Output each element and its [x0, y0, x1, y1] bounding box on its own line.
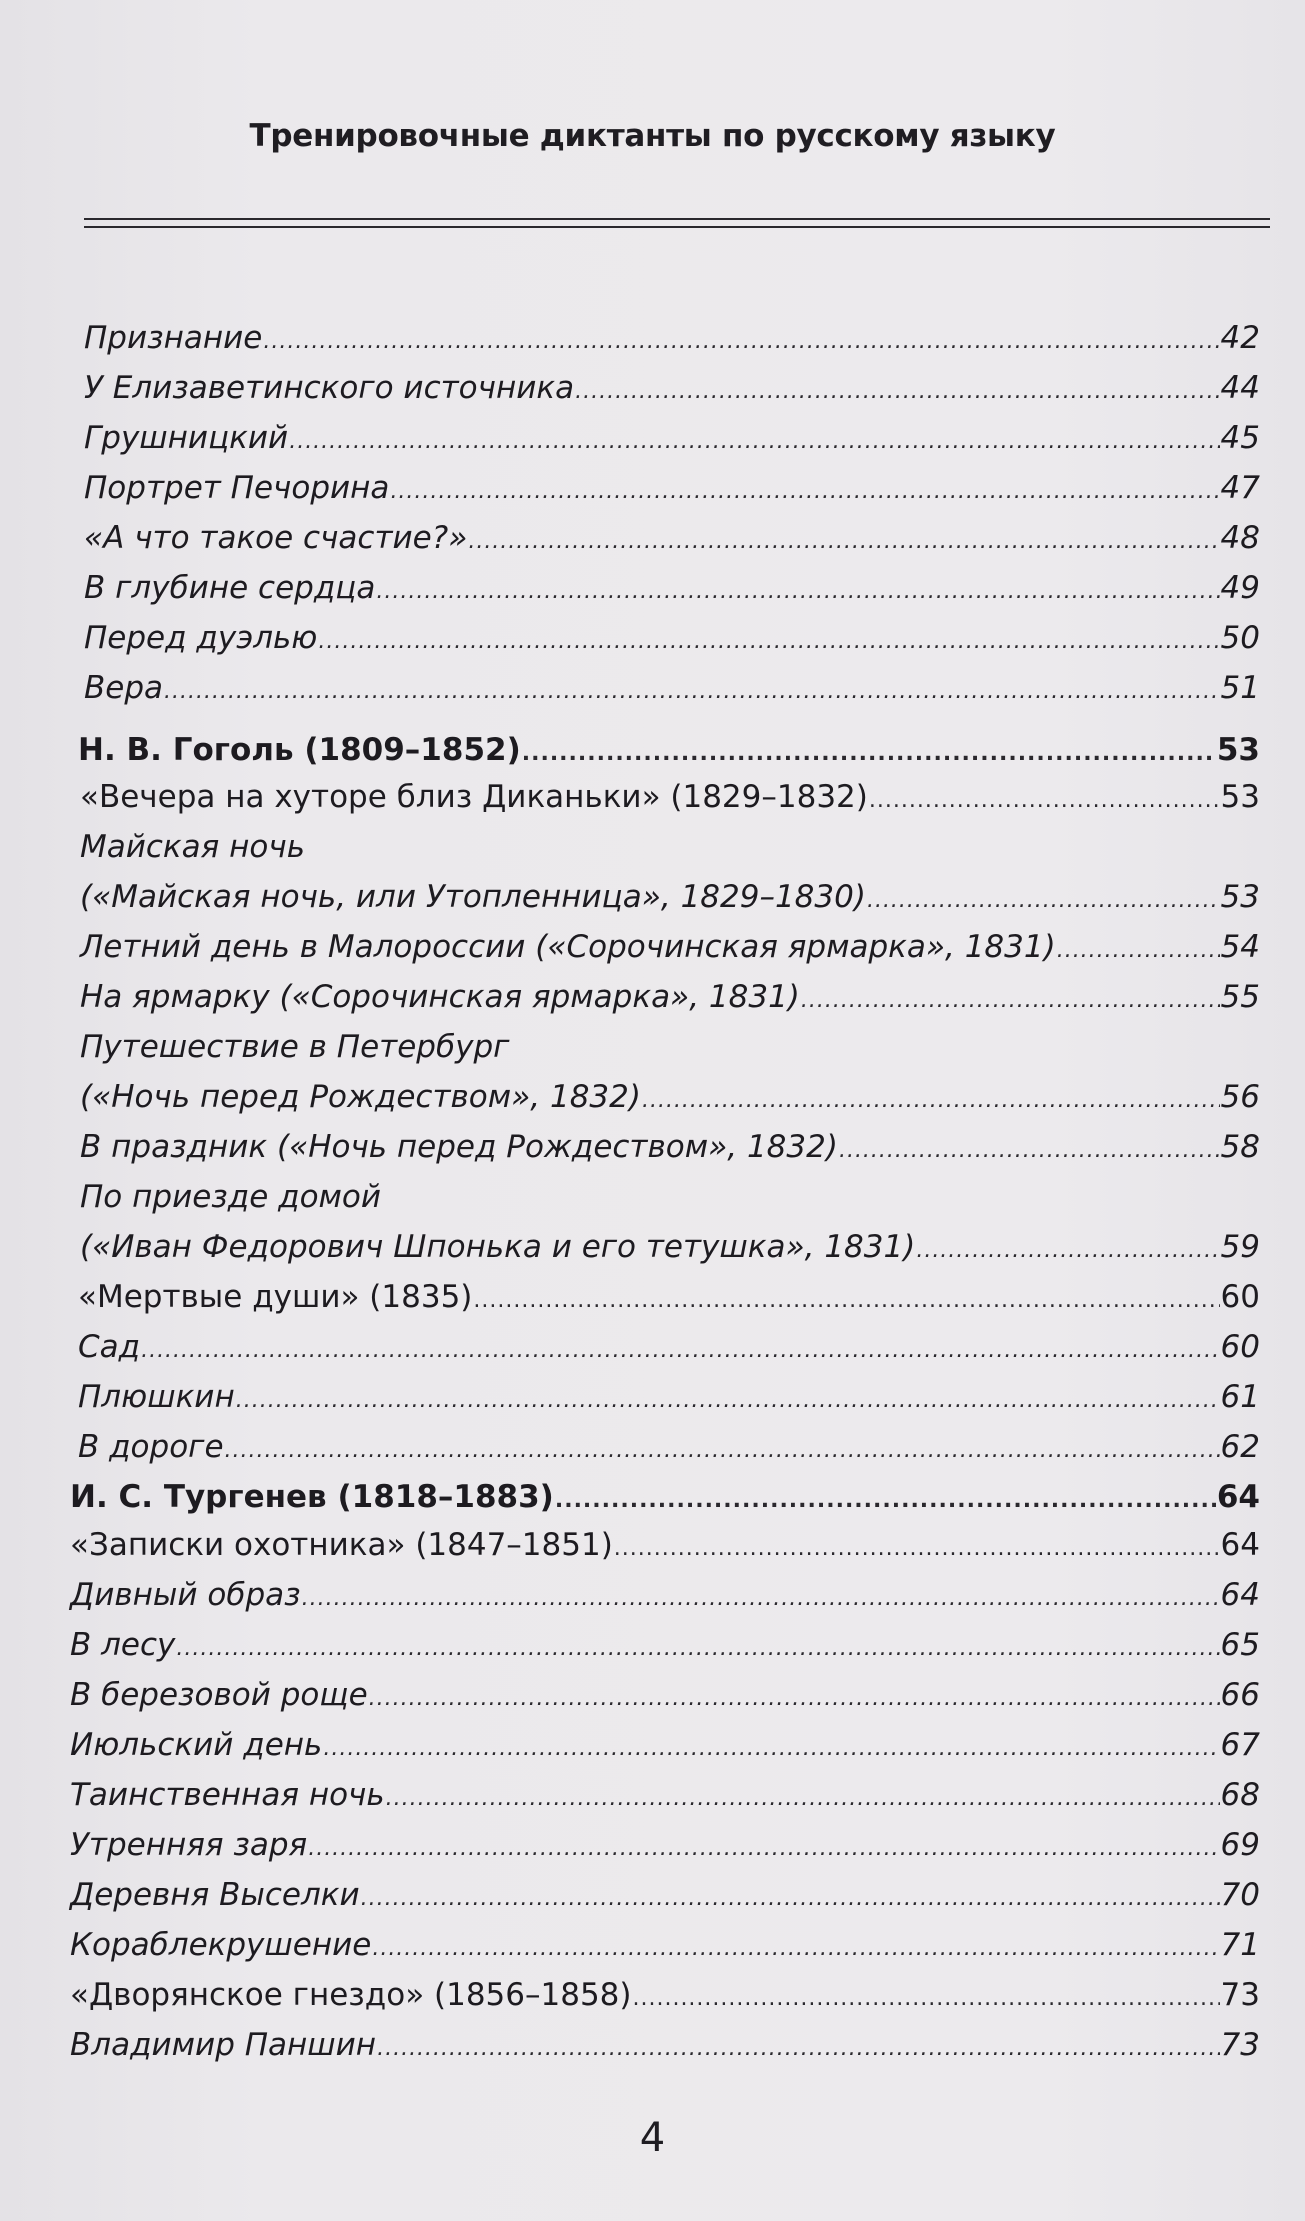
toc-entry-page: 53 [1220, 879, 1260, 915]
toc-entry [70, 1875, 1260, 1919]
toc-entry-title: («Иван Федорович Шпонька и его тетушка», 1831) [80, 1229, 916, 1265]
toc-entry-page: 62 [1220, 1429, 1260, 1465]
toc-entry-title: «А что такое счастие?» [84, 520, 468, 556]
toc-entry [70, 1575, 1260, 1619]
toc-entry-title: В березовой роще [70, 1677, 368, 1713]
toc-entry-title-line: Майская ночь [80, 829, 305, 865]
toc-entry [70, 1925, 1260, 1969]
toc-entry-title: Июльский день [70, 1727, 323, 1763]
toc-leader-dots [642, 1081, 1220, 1121]
toc-leader-dots [289, 422, 1219, 462]
toc-entry [70, 1675, 1260, 1719]
toc-entry [70, 1775, 1260, 1819]
toc-entry [80, 927, 1260, 971]
toc-entry-page: 54 [1220, 929, 1260, 965]
toc-entry [70, 1825, 1260, 1869]
toc-entry-title: «Мертвые души» (1835) [78, 1279, 473, 1315]
toc-entry-title: Перед дуэлью [84, 620, 318, 656]
toc-entry-title: Кораблекрушение [70, 1927, 372, 1963]
toc-entry-page: 65 [1220, 1627, 1260, 1663]
toc-entry-title: («Майская ночь, или Утопленница», 1829–1830) [80, 879, 866, 915]
toc-entry-page: 73 [1220, 2027, 1260, 2063]
toc-entry-page: 66 [1220, 1677, 1260, 1713]
toc-leader-dots [916, 1231, 1219, 1271]
toc-leader-dots [869, 781, 1220, 821]
toc-entry-title: Утренняя заря [70, 1827, 308, 1863]
toc-entry-page: 64 [1220, 1527, 1260, 1563]
toc-entry [84, 568, 1260, 612]
toc-entry [80, 877, 1260, 921]
toc-work-entry [80, 777, 1260, 821]
toc-author-heading [70, 1477, 1260, 1521]
toc-entry-title: Деревня Выселки [70, 1877, 360, 1913]
toc-leader-dots [555, 1481, 1216, 1521]
toc-entry-page: 42 [1220, 320, 1260, 356]
toc-entry-page: 58 [1220, 1129, 1260, 1165]
toc-entry-title: Вера [84, 670, 164, 706]
toc-entry-title: Сад [78, 1329, 141, 1365]
toc-leader-dots [369, 1679, 1220, 1719]
toc-leader-dots [839, 1131, 1220, 1171]
toc-leader-dots [164, 672, 1220, 712]
toc-leader-dots [801, 981, 1220, 1021]
toc-entry-page: 45 [1220, 420, 1260, 456]
toc-entry-page: 53 [1216, 732, 1260, 768]
toc-entry-page: 49 [1220, 570, 1260, 606]
toc-entry-title: Владимир Паншин [70, 2027, 377, 2063]
toc-entry-page: 47 [1220, 470, 1260, 506]
toc-entry-title: Грушницкий [84, 420, 289, 456]
toc-entry-page: 70 [1220, 1877, 1260, 1913]
toc-leader-dots [377, 2029, 1219, 2069]
toc-entry [80, 1077, 1260, 1121]
toc-leader-dots [236, 1381, 1220, 1421]
toc-leader-dots [632, 1979, 1219, 2019]
toc-entry-page: 67 [1220, 1727, 1260, 1763]
toc-entry-title: У Елизаветинского источника [84, 370, 575, 406]
toc-entry-page: 64 [1220, 1577, 1260, 1613]
toc-entry-page: 56 [1220, 1079, 1260, 1115]
toc-leader-dots [614, 1529, 1220, 1569]
toc-leader-dots [386, 1779, 1220, 1819]
toc-entry-page: 68 [1220, 1777, 1260, 1813]
toc-leader-dots [263, 322, 1219, 362]
toc-entry-page: 60 [1220, 1279, 1260, 1315]
toc-leader-dots [225, 1431, 1220, 1471]
toc-entry [84, 368, 1260, 412]
page-number: 4 [639, 2115, 666, 2161]
toc-entry-title: «Дворянское гнездо» (1856–1858) [70, 1977, 632, 2013]
toc-entry-title: В праздник («Ночь перед Рождеством», 1832) [80, 1129, 838, 1165]
toc-leader-dots [522, 734, 1216, 774]
toc-entry-page: 55 [1220, 979, 1260, 1015]
running-header: Тренировочные диктанты по русскому языку [249, 118, 1056, 154]
toc-leader-dots [176, 1629, 1219, 1669]
toc-entry-title: В глубине сердца [84, 570, 376, 606]
toc-entry [80, 1227, 1260, 1271]
toc-leader-dots [302, 1579, 1220, 1619]
toc-entry-title-line: Путешествие в Петербург [80, 1029, 510, 1065]
toc-entry-page: 61 [1220, 1379, 1260, 1415]
toc-leader-dots [1057, 931, 1220, 971]
toc-entry [84, 468, 1260, 512]
toc-entry-title: Таинственная ночь [70, 1777, 385, 1813]
toc-entry-page: 71 [1220, 1927, 1260, 1963]
toc-entry-title: Летний день в Малороссии («Сорочинская ярмарка», 1831) [80, 929, 1056, 965]
toc-leader-dots [468, 522, 1219, 562]
toc-author-heading [78, 730, 1260, 774]
toc-entry-page: 59 [1220, 1229, 1260, 1265]
toc-leader-dots [390, 472, 1219, 512]
toc-work-entry [78, 1277, 1260, 1321]
toc-entry-title: Н. В. Гоголь (1809–1852) [78, 732, 521, 768]
toc-entry-page: 53 [1220, 779, 1260, 815]
toc-entry-page: 69 [1220, 1827, 1260, 1863]
toc-entry [80, 1127, 1260, 1171]
toc-entry-title: На ярмарку («Сорочинская ярмарка», 1831) [80, 979, 800, 1015]
toc-entry-title-line: По приезде домой [80, 1179, 382, 1215]
toc-entry-page: 73 [1220, 1977, 1260, 2013]
toc-work-entry [70, 1525, 1260, 1569]
toc-entry-title: «Записки охотника» (1847–1851) [70, 1527, 613, 1563]
toc-entry [70, 1725, 1260, 1769]
toc-entry-page: 44 [1220, 370, 1260, 406]
toc-leader-dots [141, 1331, 1219, 1371]
toc-entry-title: Признание [84, 320, 263, 356]
toc-entry-title: («Ночь перед Рождеством», 1832) [80, 1079, 641, 1115]
toc-leader-dots [473, 1281, 1219, 1321]
toc-leader-dots [308, 1829, 1219, 1869]
toc-entry-title: В дороге [78, 1429, 224, 1465]
toc-entry [78, 1377, 1260, 1421]
toc-leader-dots [575, 372, 1219, 412]
toc-work-entry [70, 1975, 1260, 2019]
toc-entry-title: Дивный образ [70, 1577, 301, 1613]
toc-entry-page: 60 [1220, 1329, 1260, 1365]
toc-entry [78, 1327, 1260, 1371]
toc-entry [84, 618, 1260, 662]
toc-entry-page: 48 [1220, 520, 1260, 556]
toc-entry [84, 318, 1260, 362]
toc-entry-title: И. С. Тургенев (1818–1883) [70, 1479, 554, 1515]
toc-entry [70, 1625, 1260, 1669]
toc-leader-dots [361, 1879, 1220, 1919]
toc-entry [84, 518, 1260, 562]
toc-leader-dots [318, 622, 1219, 662]
toc-entry [78, 1427, 1260, 1471]
toc-leader-dots [376, 572, 1219, 612]
toc-entry [84, 418, 1260, 462]
toc-entry-page: 64 [1216, 1479, 1260, 1515]
toc-leader-dots [323, 1729, 1219, 1769]
toc-entry-title: Плюшкин [78, 1379, 235, 1415]
toc-entry-page: 50 [1220, 620, 1260, 656]
toc-entry-page: 51 [1220, 670, 1260, 706]
toc-leader-dots [372, 1929, 1219, 1969]
toc-entry [80, 977, 1260, 1021]
toc-entry [84, 668, 1260, 712]
toc-leader-dots [867, 881, 1220, 921]
toc-entry [70, 2025, 1260, 2069]
toc-entry-title: Портрет Печорина [84, 470, 390, 506]
toc-entry-title: «Вечера на хуторе близ Диканьки» (1829–1832) [80, 779, 868, 815]
toc-entry-title: В лесу [70, 1627, 176, 1663]
